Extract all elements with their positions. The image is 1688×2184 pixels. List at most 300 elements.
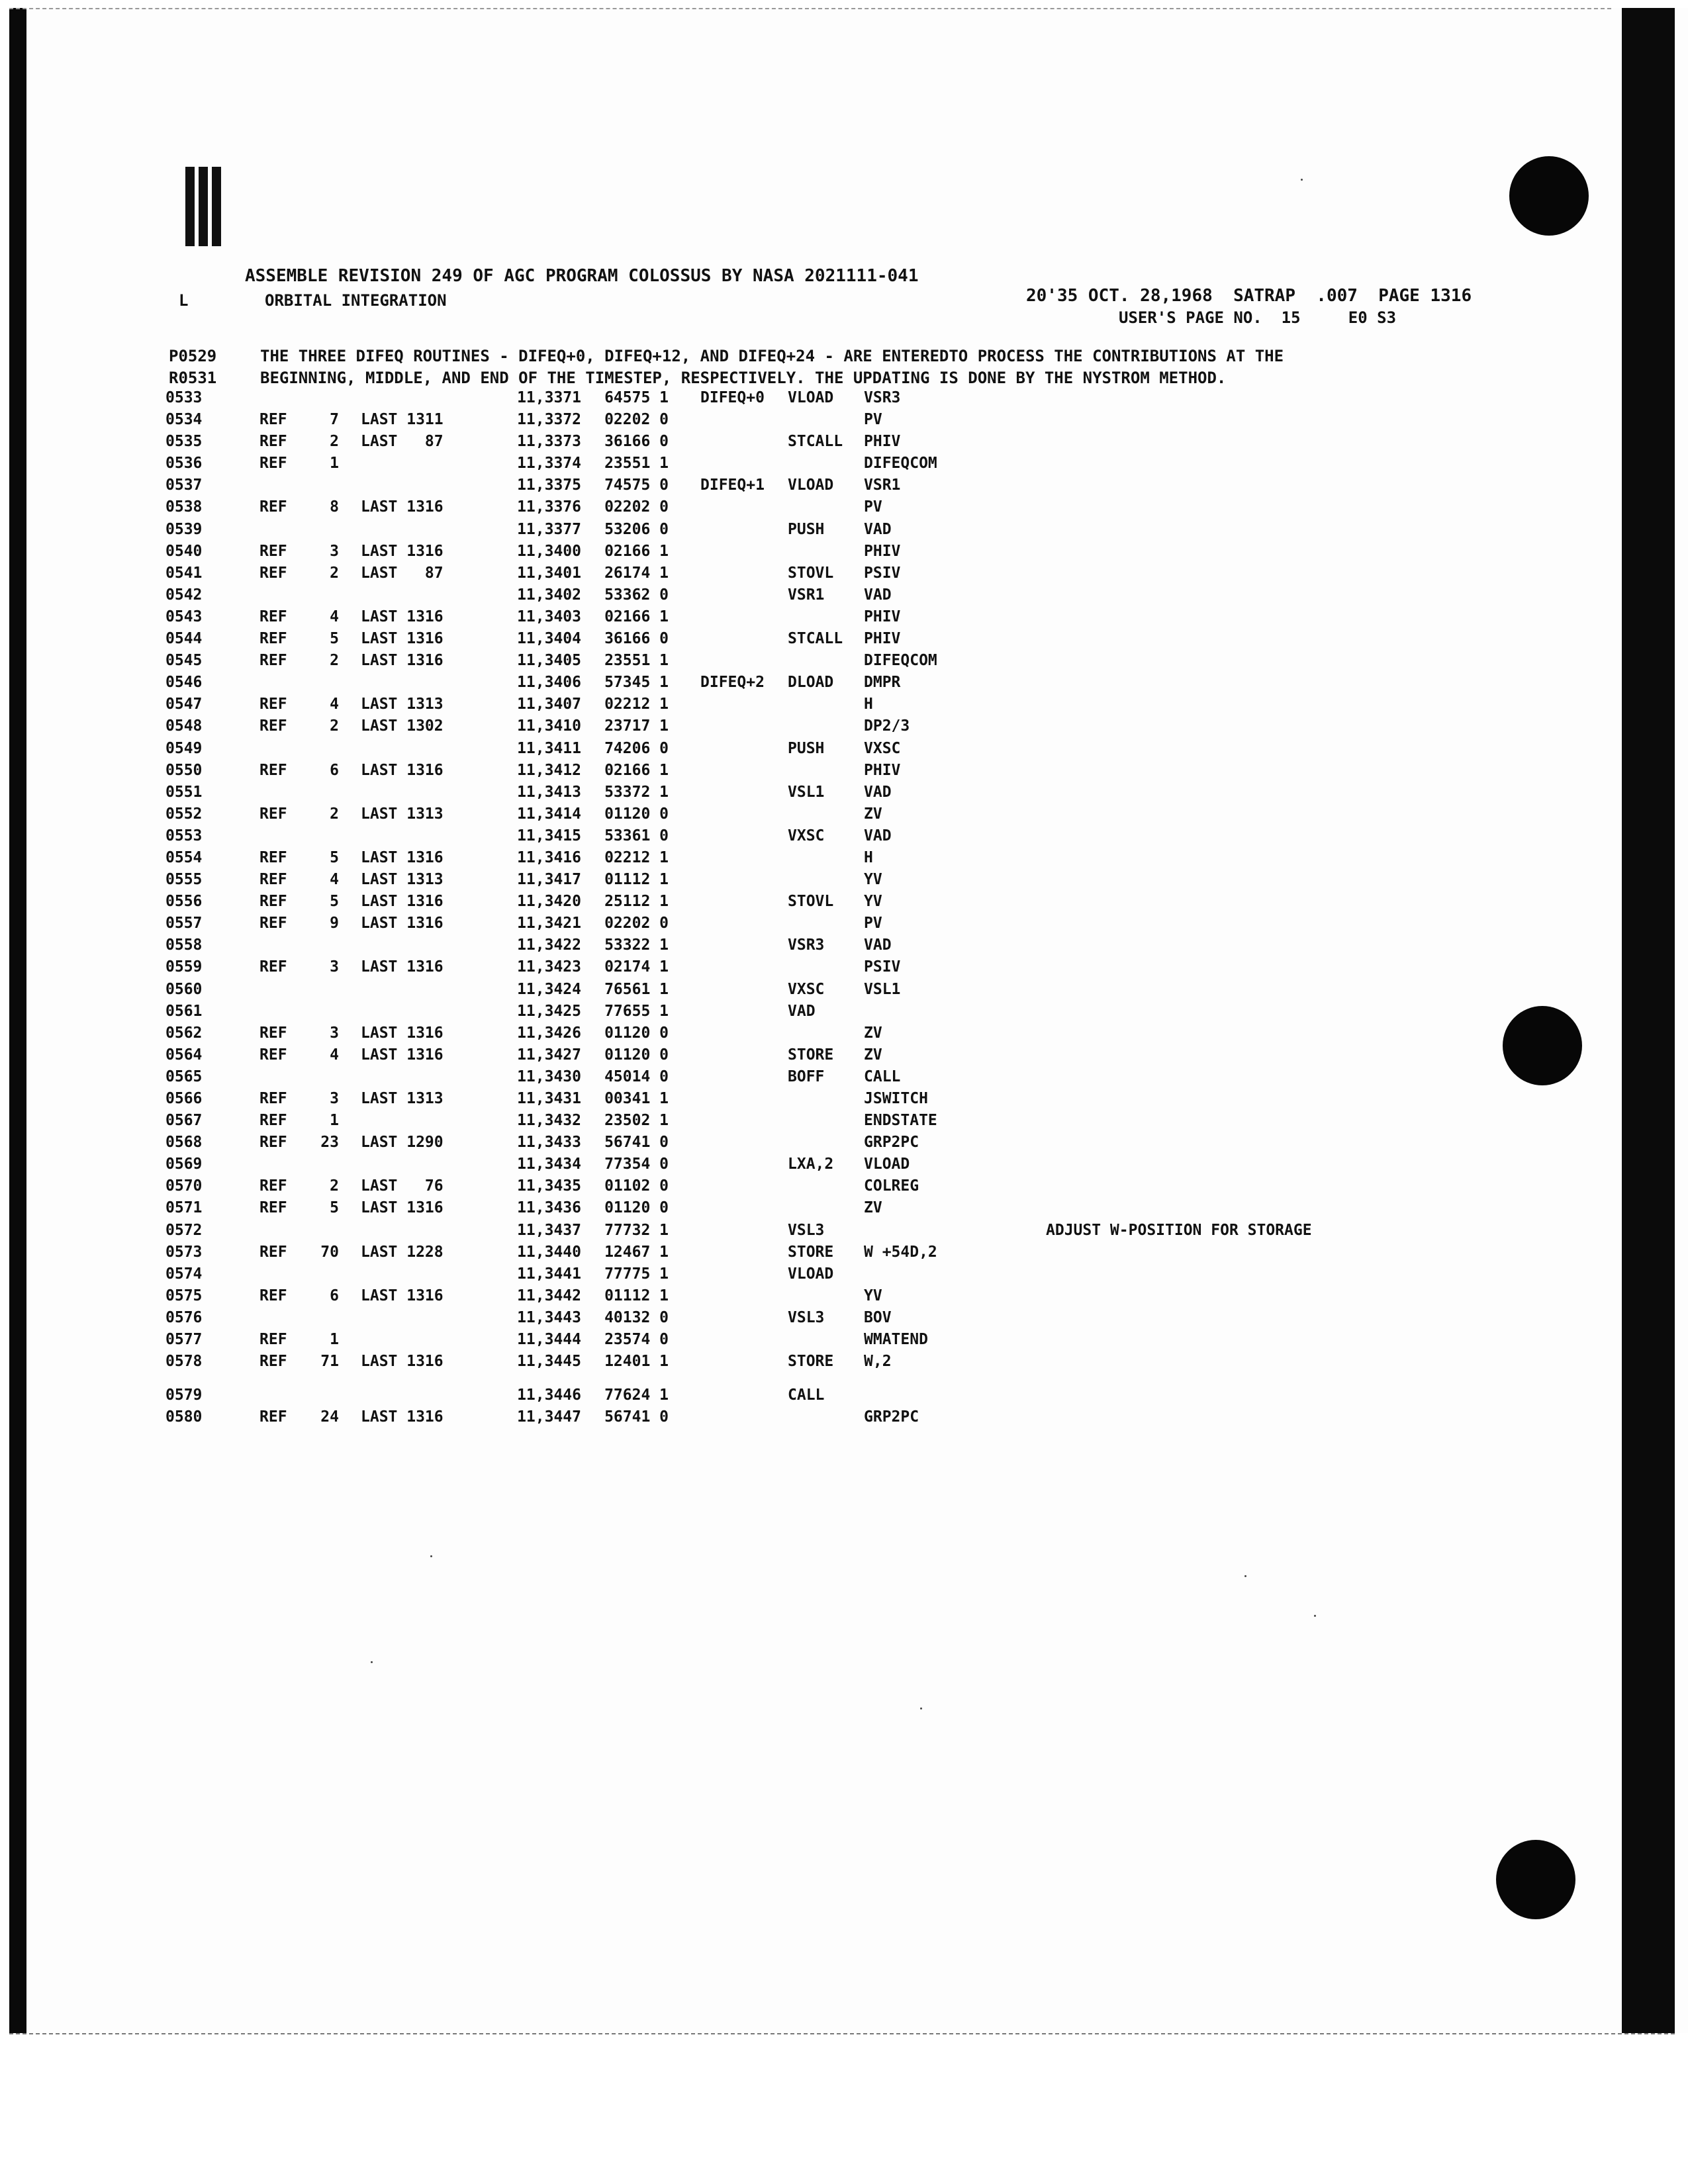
opcode: CALL — [788, 1387, 825, 1404]
octal-code: 64575 1 — [604, 389, 669, 406]
address: 11,3440 — [517, 1243, 581, 1261]
octal-code: 23502 1 — [604, 1112, 669, 1130]
operand: W,2 — [864, 1353, 892, 1371]
listing-row — [165, 1024, 1456, 1046]
octal-code: 74206 0 — [604, 739, 669, 757]
listing-row — [165, 740, 1456, 762]
comment: ADJUST W-POSITION FOR STORAGE — [1046, 1221, 1312, 1239]
opcode: STOVL — [788, 893, 834, 911]
address: 11,3444 — [517, 1331, 581, 1349]
address: 11,3422 — [517, 936, 581, 954]
octal-code: 02212 1 — [604, 696, 669, 713]
punch-hole-bottom — [1496, 1840, 1575, 1919]
line-number: 0555 — [165, 871, 203, 889]
line-number: 0550 — [165, 761, 203, 779]
listing-row — [165, 498, 1456, 520]
listing-row — [165, 1353, 1456, 1375]
last-ref: LAST 1316 — [361, 652, 444, 670]
ref-marker: REF — [259, 1024, 287, 1042]
address: 11,3442 — [517, 1287, 581, 1304]
octal-code: 77624 1 — [604, 1387, 669, 1404]
opcode: VSL3 — [788, 1221, 825, 1239]
ref-marker: REF — [259, 893, 287, 911]
last-ref: LAST 76 — [361, 1177, 444, 1195]
octal-code: 02202 0 — [604, 915, 669, 933]
octal-code: 01120 0 — [604, 805, 669, 823]
ref-count: 23 — [320, 1134, 339, 1152]
listing-row — [165, 1408, 1456, 1430]
ref-marker: REF — [259, 1243, 287, 1261]
address: 11,3432 — [517, 1112, 581, 1130]
operand: COLREG — [864, 1177, 919, 1195]
last-ref: LAST 1316 — [361, 761, 444, 779]
operand: VAD — [864, 783, 892, 801]
last-ref: LAST 1316 — [361, 848, 444, 866]
ref-marker: REF — [259, 608, 287, 625]
listing-row — [165, 1134, 1456, 1156]
line-number: 0560 — [165, 980, 203, 998]
listing-row — [165, 784, 1456, 805]
operand: ZV — [864, 1024, 882, 1042]
ref-count: 5 — [330, 893, 339, 911]
address: 11,3441 — [517, 1265, 581, 1283]
listing-row — [165, 543, 1456, 565]
operand: PV — [864, 498, 882, 516]
ref-count: 1 — [330, 1112, 339, 1130]
ref-marker: REF — [259, 871, 287, 889]
ref-marker: REF — [259, 1287, 287, 1304]
operand: ZV — [864, 1046, 882, 1064]
ref-count: 7 — [330, 411, 339, 429]
listing-row — [165, 1199, 1456, 1221]
ref-count: 8 — [330, 498, 339, 516]
ref-count: 6 — [330, 761, 339, 779]
octal-code: 01120 0 — [604, 1199, 669, 1217]
ref-count: 71 — [320, 1353, 339, 1371]
address: 11,3434 — [517, 1156, 581, 1173]
line-number: 0546 — [165, 674, 203, 692]
line-number: 0548 — [165, 717, 203, 735]
ref-count: 6 — [330, 1287, 339, 1304]
octal-code: 56741 0 — [604, 1408, 669, 1426]
ref-marker: REF — [259, 433, 287, 451]
scan-speck — [371, 1661, 373, 1663]
line-number: 0569 — [165, 1156, 203, 1173]
octal-code: 00341 1 — [604, 1090, 669, 1107]
ref-count: 2 — [330, 805, 339, 823]
listing-row — [165, 1156, 1456, 1177]
comment-line: R0531 BEGINNING, MIDDLE, AND END OF THE TIMESTEP, RESPECTIVELY. THE UPDATING IS DONE BY THE NYSTROM METHOD. — [169, 369, 1227, 387]
opcode: STCALL — [788, 630, 843, 648]
last-ref: LAST 1228 — [361, 1243, 444, 1261]
octal-code: 45014 0 — [604, 1068, 669, 1085]
address: 11,3431 — [517, 1090, 581, 1107]
ref-count: 4 — [330, 1046, 339, 1064]
line-number: 0535 — [165, 433, 203, 451]
scan-speck — [1244, 1575, 1246, 1577]
operand: WMATEND — [864, 1331, 928, 1349]
opcode: VSL3 — [788, 1308, 825, 1326]
last-ref: LAST 1316 — [361, 1353, 444, 1371]
listing-row — [165, 717, 1456, 739]
listing-row — [165, 1309, 1456, 1331]
address: 11,3420 — [517, 893, 581, 911]
line-number: 0577 — [165, 1331, 203, 1349]
opcode: VXSC — [788, 827, 825, 844]
line-number: 0566 — [165, 1090, 203, 1107]
address: 11,3443 — [517, 1308, 581, 1326]
octal-code: 02174 1 — [604, 958, 669, 976]
line-number: 0533 — [165, 389, 203, 406]
ref-count: 24 — [320, 1408, 339, 1426]
address: 11,3373 — [517, 433, 581, 451]
ref-marker: REF — [259, 411, 287, 429]
operand: YV — [864, 893, 882, 911]
ref-count: 3 — [330, 542, 339, 560]
operand: PV — [864, 915, 882, 933]
listing-row — [165, 1287, 1456, 1309]
address: 11,3416 — [517, 848, 581, 866]
ref-marker: REF — [259, 1177, 287, 1195]
line-number: 0561 — [165, 1002, 203, 1020]
last-ref: LAST 1313 — [361, 1090, 444, 1107]
operand: VAD — [864, 936, 892, 954]
opcode: LXA,2 — [788, 1156, 834, 1173]
ref-marker: REF — [259, 1353, 287, 1371]
opcode: DLOAD — [788, 674, 834, 692]
listing-row — [165, 630, 1456, 652]
opcode: STOVL — [788, 564, 834, 582]
listing-row — [165, 849, 1456, 871]
octal-code: 23574 0 — [604, 1331, 669, 1349]
listing-row — [165, 696, 1456, 717]
line-number: 0542 — [165, 586, 203, 604]
listing-row — [165, 674, 1456, 696]
assembly-title: ASSEMBLE REVISION 249 OF AGC PROGRAM COLOSSUS BY NASA 2021111-041 — [245, 266, 919, 286]
line-number: 0534 — [165, 411, 203, 429]
ref-marker: REF — [259, 958, 287, 976]
operand: VXSC — [864, 739, 901, 757]
operand: VAD — [864, 827, 892, 844]
listing-row — [165, 389, 1456, 411]
last-ref: LAST 1311 — [361, 411, 444, 429]
operand: H — [864, 696, 873, 713]
listing-row — [165, 805, 1456, 827]
address: 11,3430 — [517, 1068, 581, 1085]
line-number: 0575 — [165, 1287, 203, 1304]
user-page-number: USER'S PAGE NO. 15 E0 S3 — [1119, 308, 1397, 327]
last-ref: LAST 1316 — [361, 1046, 444, 1064]
octal-code: 23551 1 — [604, 652, 669, 670]
listing-row — [165, 477, 1456, 498]
address: 11,3406 — [517, 674, 581, 692]
line-number: 0553 — [165, 827, 203, 844]
operand: PHIV — [864, 761, 901, 779]
opcode: STCALL — [788, 433, 843, 451]
ref-marker: REF — [259, 1331, 287, 1349]
address: 11,3414 — [517, 805, 581, 823]
operand: VSL1 — [864, 980, 901, 998]
address: 11,3446 — [517, 1387, 581, 1404]
address: 11,3425 — [517, 1002, 581, 1020]
last-ref: LAST 1316 — [361, 893, 444, 911]
last-ref: LAST 1316 — [361, 608, 444, 625]
comment-block — [169, 345, 1284, 389]
ref-marker: REF — [259, 542, 287, 560]
line-number: 0538 — [165, 498, 203, 516]
octal-code: 74575 0 — [604, 477, 669, 494]
ref-count: 1 — [330, 1331, 339, 1349]
ref-marker: REF — [259, 1090, 287, 1107]
octal-code: 01120 0 — [604, 1024, 669, 1042]
octal-code: 57345 1 — [604, 674, 669, 692]
octal-code: 12401 1 — [604, 1353, 669, 1371]
operand: PSIV — [864, 958, 901, 976]
line-number: 0539 — [165, 520, 203, 538]
ref-marker: REF — [259, 805, 287, 823]
octal-code: 01112 1 — [604, 1287, 669, 1304]
ref-count: 4 — [330, 608, 339, 625]
ref-marker: REF — [259, 1199, 287, 1217]
ref-count: 1 — [330, 455, 339, 473]
octal-code: 23551 1 — [604, 455, 669, 473]
octal-code: 56741 0 — [604, 1134, 669, 1152]
line-number: 0567 — [165, 1112, 203, 1130]
octal-code: 77655 1 — [604, 1002, 669, 1020]
line-number: 0556 — [165, 893, 203, 911]
scan-speck — [920, 1707, 922, 1709]
address: 11,3375 — [517, 477, 581, 494]
octal-code: 23717 1 — [604, 717, 669, 735]
opcode: VLOAD — [788, 389, 834, 406]
binder-marks — [185, 167, 225, 246]
last-ref: LAST 87 — [361, 433, 444, 451]
address: 11,3447 — [517, 1408, 581, 1426]
address: 11,3423 — [517, 958, 581, 976]
octal-code: 36166 0 — [604, 630, 669, 648]
operand: JSWITCH — [864, 1090, 928, 1107]
line-number: 0545 — [165, 652, 203, 670]
operand: YV — [864, 1287, 882, 1304]
ref-count: 2 — [330, 652, 339, 670]
ref-count: 3 — [330, 958, 339, 976]
ref-marker: REF — [259, 1046, 287, 1064]
perforation-bottom — [9, 2033, 1675, 2037]
opcode: STORE — [788, 1243, 834, 1261]
octal-code: 53322 1 — [604, 936, 669, 954]
operand: DIFEQCOM — [864, 455, 937, 473]
line-number: 0540 — [165, 542, 203, 560]
octal-code: 02166 1 — [604, 761, 669, 779]
line-number: 0571 — [165, 1199, 203, 1217]
listing-row — [165, 981, 1456, 1003]
line-number: 0557 — [165, 915, 203, 933]
address: 11,3410 — [517, 717, 581, 735]
address: 11,3402 — [517, 586, 581, 604]
operand: PHIV — [864, 542, 901, 560]
address: 11,3412 — [517, 761, 581, 779]
address: 11,3417 — [517, 871, 581, 889]
last-ref: LAST 1316 — [361, 1024, 444, 1042]
line-number: 0572 — [165, 1221, 203, 1239]
line-number: 0559 — [165, 958, 203, 976]
line-number: 0537 — [165, 477, 203, 494]
address: 11,3407 — [517, 696, 581, 713]
address: 11,3377 — [517, 520, 581, 538]
address: 11,3400 — [517, 542, 581, 560]
operand: PV — [864, 411, 882, 429]
octal-code: 02166 1 — [604, 542, 669, 560]
address: 11,3433 — [517, 1134, 581, 1152]
operand: VLOAD — [864, 1156, 910, 1173]
punch-hole-middle — [1503, 1006, 1582, 1085]
operand: W +54D,2 — [864, 1243, 937, 1261]
address: 11,3403 — [517, 608, 581, 625]
octal-code: 53361 0 — [604, 827, 669, 844]
header-datetime: 20'35 OCT. 28,1968 SATRAP .007 PAGE 1316 — [1026, 286, 1472, 306]
address: 11,3437 — [517, 1221, 581, 1239]
opcode: PUSH — [788, 739, 825, 757]
operand: PHIV — [864, 433, 901, 451]
ref-count: 3 — [330, 1090, 339, 1107]
listing-row — [165, 565, 1456, 586]
line-number: 0558 — [165, 936, 203, 954]
octal-code: 53362 0 — [604, 586, 669, 604]
opcode: VAD — [788, 1002, 816, 1020]
octal-code: 77775 1 — [604, 1265, 669, 1283]
octal-code: 02202 0 — [604, 498, 669, 516]
ref-count: 3 — [330, 1024, 339, 1042]
listing-row — [165, 1331, 1456, 1353]
ref-marker: REF — [259, 498, 287, 516]
line-number: 0579 — [165, 1387, 203, 1404]
listing-row — [165, 1265, 1456, 1287]
last-ref: LAST 1316 — [361, 915, 444, 933]
line-number: 0544 — [165, 630, 203, 648]
ref-marker: REF — [259, 717, 287, 735]
label: DIFEQ+0 — [700, 389, 765, 406]
line-number: 0580 — [165, 1408, 203, 1426]
ref-count: 5 — [330, 1199, 339, 1217]
punch-hole-top — [1509, 156, 1589, 236]
last-ref: LAST 1316 — [361, 630, 444, 648]
operand: VAD — [864, 586, 892, 604]
listing-row — [165, 411, 1456, 433]
opcode: STORE — [788, 1046, 834, 1064]
line-number: 0570 — [165, 1177, 203, 1195]
ref-count: 2 — [330, 433, 339, 451]
listing-row — [165, 1046, 1456, 1068]
ref-count: 4 — [330, 871, 339, 889]
listing-row — [165, 521, 1456, 543]
operand: H — [864, 848, 873, 866]
listing-row — [165, 652, 1456, 674]
opcode: VXSC — [788, 980, 825, 998]
opcode: VSL1 — [788, 783, 825, 801]
listing-row — [165, 1222, 1456, 1244]
octal-code: 01112 1 — [604, 871, 669, 889]
assembly-listing — [165, 389, 1456, 1430]
operand: GRP2PC — [864, 1408, 919, 1426]
address: 11,3371 — [517, 389, 581, 406]
ref-marker: REF — [259, 1408, 287, 1426]
last-ref: LAST 1316 — [361, 1199, 444, 1217]
octal-code: 25112 1 — [604, 893, 669, 911]
listing-row — [165, 433, 1456, 455]
line-number: 0551 — [165, 783, 203, 801]
octal-code: 40132 0 — [604, 1308, 669, 1326]
octal-code: 53372 1 — [604, 783, 669, 801]
line-number: 0568 — [165, 1134, 203, 1152]
listing-row — [165, 1068, 1456, 1090]
last-ref: LAST 1316 — [361, 1287, 444, 1304]
line-number: 0574 — [165, 1265, 203, 1283]
listing-row — [165, 1177, 1456, 1199]
ref-marker: REF — [259, 848, 287, 866]
line-number: 0565 — [165, 1068, 203, 1085]
ref-count: 5 — [330, 630, 339, 648]
address: 11,3404 — [517, 630, 581, 648]
opcode: PUSH — [788, 520, 825, 538]
listing-row — [165, 608, 1456, 630]
line-number: 0541 — [165, 564, 203, 582]
ref-count: 9 — [330, 915, 339, 933]
line-number: 0578 — [165, 1353, 203, 1371]
ref-count: 2 — [330, 717, 339, 735]
line-number: 0576 — [165, 1308, 203, 1326]
listing-row — [165, 827, 1456, 849]
address: 11,3376 — [517, 498, 581, 516]
listing-row — [165, 762, 1456, 784]
operand: VSR3 — [864, 389, 901, 406]
line-number: 0543 — [165, 608, 203, 625]
line-number: 0564 — [165, 1046, 203, 1064]
scan-speck — [430, 1555, 432, 1557]
last-ref: LAST 87 — [361, 564, 444, 582]
octal-code: 01120 0 — [604, 1046, 669, 1064]
ref-marker: REF — [259, 1134, 287, 1152]
listing-row — [165, 915, 1456, 936]
operand: GRP2PC — [864, 1134, 919, 1152]
last-ref: LAST 1313 — [361, 871, 444, 889]
last-ref: LAST 1313 — [361, 805, 444, 823]
ref-marker: REF — [259, 455, 287, 473]
listing-row — [165, 586, 1456, 608]
listing-row — [165, 1090, 1456, 1112]
opcode: VSR1 — [788, 586, 825, 604]
octal-code: 01102 0 — [604, 1177, 669, 1195]
address: 11,3426 — [517, 1024, 581, 1042]
listing-row — [165, 1387, 1456, 1408]
ref-marker: REF — [259, 652, 287, 670]
scan-speck — [1301, 179, 1303, 181]
ref-marker: REF — [259, 1112, 287, 1130]
listing-row — [165, 871, 1456, 893]
octal-code: 77354 0 — [604, 1156, 669, 1173]
octal-code: 76561 1 — [604, 980, 669, 998]
listing-row — [165, 1003, 1456, 1024]
last-ref: LAST 1316 — [361, 1408, 444, 1426]
listing-row — [165, 1244, 1456, 1265]
listing-row — [165, 958, 1456, 980]
octal-code: 12467 1 — [604, 1243, 669, 1261]
address: 11,3401 — [517, 564, 581, 582]
opcode: VLOAD — [788, 1265, 834, 1283]
listing-row — [165, 1112, 1456, 1134]
ref-marker: REF — [259, 761, 287, 779]
octal-code: 77732 1 — [604, 1221, 669, 1239]
octal-code: 02166 1 — [604, 608, 669, 625]
